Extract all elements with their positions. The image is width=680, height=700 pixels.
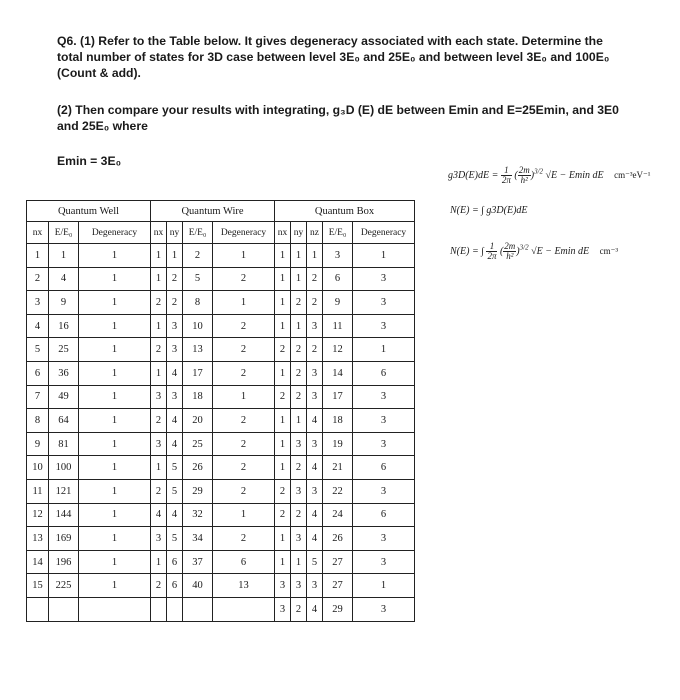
header-cell: E/E₀ — [183, 222, 213, 244]
table-cell: 4 — [151, 503, 167, 527]
table-cell: 3 — [323, 244, 353, 268]
table-cell: 2 — [213, 409, 275, 433]
table-cell: 6 — [323, 267, 353, 291]
table-cell: 81 — [49, 432, 79, 456]
table-cell: 29 — [323, 597, 353, 621]
exponent: 3/2 — [519, 243, 529, 252]
table-cell: 27 — [323, 550, 353, 574]
table-cell: 1 — [275, 314, 291, 338]
table-cell: 2 — [213, 314, 275, 338]
table-cell: 3 — [353, 314, 415, 338]
table-row — [27, 527, 415, 551]
table-cell: 7 — [27, 385, 49, 409]
table-cell: 1 — [79, 479, 151, 503]
table-cell: 1 — [353, 338, 415, 362]
table-cell: 3 — [307, 574, 323, 598]
header-cell: Degeneracy — [79, 222, 151, 244]
formula-unit: cm⁻³eV⁻¹ — [614, 169, 651, 180]
header-cell: Degeneracy — [353, 222, 415, 244]
table-cell: 9 — [323, 291, 353, 315]
table-cell: 5 — [167, 456, 183, 480]
table-cell: 2 — [213, 361, 275, 385]
table-cell: 2 — [151, 291, 167, 315]
table-cell: 5 — [167, 479, 183, 503]
table-cell: 25 — [49, 338, 79, 362]
header-cell: nx — [151, 222, 167, 244]
table-cell: 11 — [323, 314, 353, 338]
fraction-2m — [518, 166, 531, 185]
table-cell: 49 — [49, 385, 79, 409]
table-cell: 4 — [49, 267, 79, 291]
table-cell: 3 — [353, 385, 415, 409]
table-cell: 1 — [151, 244, 167, 268]
table-cell: 2 — [307, 267, 323, 291]
table-cell: 1 — [151, 550, 167, 574]
table-cell: 2 — [151, 479, 167, 503]
table-cell: 2 — [291, 385, 307, 409]
table-cell: 3 — [151, 432, 167, 456]
table-cell: 17 — [323, 385, 353, 409]
table-cell: 3 — [291, 479, 307, 503]
table-cell: 3 — [353, 409, 415, 433]
table-cell: 3 — [353, 479, 415, 503]
table-cell: 2 — [291, 456, 307, 480]
table-cell: 3 — [167, 385, 183, 409]
table-cell: 1 — [213, 385, 275, 409]
table-cell: 196 — [49, 550, 79, 574]
table-cell: 2 — [213, 432, 275, 456]
fraction — [501, 166, 512, 185]
table-cell: 6 — [353, 361, 415, 385]
table-cell: 1 — [79, 527, 151, 551]
table-cell: 1 — [275, 361, 291, 385]
table-body — [27, 201, 415, 622]
table-row — [27, 291, 415, 315]
table-cell: 3 — [275, 597, 291, 621]
table-cell: 21 — [323, 456, 353, 480]
exponent: 3/2 — [534, 167, 544, 176]
table-cell: 1 — [79, 267, 151, 291]
header-cell: E/E₀ — [323, 222, 353, 244]
table-cell: 3 — [353, 550, 415, 574]
table-cell: 1 — [79, 314, 151, 338]
table-cell: 2 — [27, 267, 49, 291]
table-cell: 2 — [167, 267, 183, 291]
table-cell: 2 — [307, 291, 323, 315]
fraction-numerator: 1 — [486, 242, 497, 252]
formula-lhs: N(E) = ∫ — [450, 245, 484, 257]
table-cell: 27 — [323, 574, 353, 598]
table-cell: 144 — [49, 503, 79, 527]
group-header-row — [27, 201, 415, 222]
table-cell: 3 — [353, 291, 415, 315]
table-cell: 2 — [151, 409, 167, 433]
table-cell: 6 — [27, 361, 49, 385]
table-cell: 3 — [291, 432, 307, 456]
table-cell: 1 — [167, 244, 183, 268]
table-cell: 5 — [183, 267, 213, 291]
table-cell: 1 — [79, 385, 151, 409]
table-cell: 3 — [353, 432, 415, 456]
table-cell: 1 — [275, 291, 291, 315]
header-cell: ny — [291, 222, 307, 244]
table-cell: 17 — [183, 361, 213, 385]
table-cell: 2 — [291, 503, 307, 527]
table-cell: 1 — [79, 432, 151, 456]
table-cell: 3 — [291, 527, 307, 551]
table-cell: 3 — [353, 267, 415, 291]
table-cell: 3 — [167, 314, 183, 338]
table-cell: 3 — [291, 574, 307, 598]
table-cell: 2 — [151, 338, 167, 362]
table-cell: 3 — [307, 479, 323, 503]
table-cell: 1 — [275, 432, 291, 456]
table-cell: 1 — [27, 244, 49, 268]
table-cell: 1 — [151, 314, 167, 338]
group-quantum-well: Quantum Well — [27, 201, 151, 222]
table-cell — [167, 597, 183, 621]
table-cell — [49, 597, 79, 621]
table-row — [27, 267, 415, 291]
table-cell: 1 — [79, 361, 151, 385]
density-of-states-formula: g3D(E)dE = $\frac{1}{2\pi}$ ( $\frac{2m}{\text{h²}}$ )$^{3/2}$ √E − Emin dE cm⁻³eV⁻¹ — [448, 165, 651, 185]
formula-rest: √E − Emin dE — [531, 245, 590, 257]
header-cell: Degeneracy — [213, 222, 275, 244]
group-quantum-box: Quantum Box — [275, 201, 415, 222]
header-cell: nx — [27, 222, 49, 244]
table-cell: 6 — [353, 503, 415, 527]
table-cell: 1 — [291, 244, 307, 268]
table-cell: 3 — [307, 385, 323, 409]
table-cell: 40 — [183, 574, 213, 598]
table-cell: 2 — [291, 291, 307, 315]
table-cell: 1 — [79, 244, 151, 268]
table-cell: 6 — [167, 550, 183, 574]
header-cell: E/E₀ — [49, 222, 79, 244]
fraction-denominator: 2π — [501, 175, 511, 185]
table-cell: 1 — [213, 244, 275, 268]
table-cell: 2 — [291, 597, 307, 621]
table-cell: 1 — [79, 338, 151, 362]
table-row — [27, 338, 415, 362]
table-cell: 16 — [49, 314, 79, 338]
degeneracy-table — [26, 200, 415, 622]
formula-rest: √E − Emin dE — [545, 169, 604, 181]
table-cell: 100 — [49, 456, 79, 480]
table-row — [27, 574, 415, 598]
table-cell: 3 — [307, 361, 323, 385]
table-cell: 13 — [213, 574, 275, 598]
number-of-states-formula: N(E) = ∫ g3D(E)dE — [450, 205, 528, 216]
table-cell: 2 — [213, 479, 275, 503]
table-cell: 1 — [353, 574, 415, 598]
table-cell: 14 — [323, 361, 353, 385]
header-cell: nx — [275, 222, 291, 244]
table-cell: 2 — [213, 456, 275, 480]
table-cell: 10 — [183, 314, 213, 338]
fraction-numerator: 1 — [501, 166, 512, 176]
emin-definition: Emin = 3E₀ — [57, 154, 122, 168]
fraction-denominator: h² — [506, 251, 514, 261]
table-cell: 20 — [183, 409, 213, 433]
table-cell: 1 — [275, 409, 291, 433]
table-cell: 1 — [275, 456, 291, 480]
table-cell — [213, 597, 275, 621]
table-cell: 9 — [27, 432, 49, 456]
table-cell: 5 — [307, 550, 323, 574]
table-cell: 12 — [27, 503, 49, 527]
table-row — [27, 456, 415, 480]
table-cell: 1 — [291, 267, 307, 291]
table-cell: 1 — [79, 550, 151, 574]
table-cell: 22 — [323, 479, 353, 503]
table-cell: 26 — [183, 456, 213, 480]
table-cell: 6 — [353, 456, 415, 480]
table-cell: 19 — [323, 432, 353, 456]
table-cell: 3 — [167, 338, 183, 362]
table-cell: 2 — [183, 244, 213, 268]
table-row — [27, 503, 415, 527]
formula-lhs: g3D(E)dE = — [448, 169, 499, 181]
table-cell: 36 — [49, 361, 79, 385]
table-cell: 4 — [27, 314, 49, 338]
table-cell: 13 — [27, 527, 49, 551]
table-cell: 13 — [183, 338, 213, 362]
table-cell: 14 — [27, 550, 49, 574]
table-cell: 3 — [27, 291, 49, 315]
table-cell: 2 — [291, 338, 307, 362]
table-cell: 2 — [275, 338, 291, 362]
fraction — [486, 242, 497, 261]
table-cell: 1 — [79, 574, 151, 598]
table-cell: 6 — [213, 550, 275, 574]
table-row — [27, 597, 415, 621]
table-cell: 1 — [151, 361, 167, 385]
table-cell: 18 — [323, 409, 353, 433]
table-cell: 6 — [167, 574, 183, 598]
table-cell: 1 — [275, 267, 291, 291]
table-cell: 2 — [307, 338, 323, 362]
formula-unit: cm⁻³ — [599, 245, 619, 256]
table-cell: 1 — [213, 291, 275, 315]
fraction-denominator: h² — [520, 175, 528, 185]
question-part-2: (2) Then compare your results with integrating, g₃D (E) dE between Emin and E=25Emin, and 3E0 and 25E₀ where — [57, 103, 619, 133]
table-row — [27, 550, 415, 574]
table-cell: 1 — [291, 409, 307, 433]
table-cell: 8 — [183, 291, 213, 315]
table-cell: 32 — [183, 503, 213, 527]
table-row — [27, 361, 415, 385]
table-cell: 4 — [167, 361, 183, 385]
table-cell — [79, 597, 151, 621]
table-cell: 4 — [307, 527, 323, 551]
fraction-denominator: 2π — [487, 251, 497, 261]
column-header-row — [27, 222, 415, 244]
table-cell: 4 — [307, 456, 323, 480]
table-cell: 121 — [49, 479, 79, 503]
table-cell: 1 — [307, 244, 323, 268]
table-cell: 2 — [275, 503, 291, 527]
table-cell: 1 — [275, 550, 291, 574]
table-cell — [27, 597, 49, 621]
table-cell: 25 — [183, 432, 213, 456]
table-cell: 11 — [27, 479, 49, 503]
table-cell: 169 — [49, 527, 79, 551]
table-cell: 4 — [167, 432, 183, 456]
table-row — [27, 314, 415, 338]
number-of-states-expanded-formula: N(E) = ∫ $\frac{1}{2\pi}$ ( $\frac{2m}{\text{h²}}$ )$^{3/2}$ √E − Emin dE cm⁻³ — [450, 241, 619, 261]
header-cell: ny — [167, 222, 183, 244]
table-cell: 1 — [79, 409, 151, 433]
table-row — [27, 385, 415, 409]
table-row — [27, 409, 415, 433]
table-cell: 2 — [167, 291, 183, 315]
table-cell: 3 — [353, 597, 415, 621]
table-cell: 2 — [275, 385, 291, 409]
fraction-2m — [503, 242, 516, 261]
table-cell — [183, 597, 213, 621]
table-cell: 5 — [27, 338, 49, 362]
table-cell: 1 — [79, 291, 151, 315]
table-cell: 37 — [183, 550, 213, 574]
table-row — [27, 244, 415, 268]
table-cell: 3 — [307, 314, 323, 338]
table-cell: 4 — [167, 409, 183, 433]
table-cell: 2 — [213, 267, 275, 291]
table-cell: 1 — [151, 267, 167, 291]
table-cell: 4 — [307, 597, 323, 621]
table-cell: 1 — [291, 314, 307, 338]
table-cell: 1 — [275, 527, 291, 551]
fraction-numerator: 2m — [518, 165, 530, 175]
table-cell: 8 — [27, 409, 49, 433]
table-cell: 4 — [167, 503, 183, 527]
table-cell: 3 — [307, 432, 323, 456]
table-cell: 3 — [151, 527, 167, 551]
table-cell: 5 — [167, 527, 183, 551]
table-cell: 2 — [213, 338, 275, 362]
table-cell: 1 — [49, 244, 79, 268]
table-cell: 24 — [323, 503, 353, 527]
table-cell: 225 — [49, 574, 79, 598]
table-cell: 1 — [79, 456, 151, 480]
table-cell: 1 — [291, 550, 307, 574]
table-cell: 1 — [275, 244, 291, 268]
table-cell: 3 — [353, 527, 415, 551]
table-cell: 34 — [183, 527, 213, 551]
fraction-numerator: 2m — [504, 241, 516, 251]
question-part-1: Q6. (1) Refer to the Table below. It gives degeneracy associated with each state. Determine the total number of states for 3D case between level 3E₀ and 25E₀ and between level 3E₀ and 100E₀ (Count & add). — [57, 34, 610, 80]
table-cell: 64 — [49, 409, 79, 433]
table-cell: 9 — [49, 291, 79, 315]
table-cell: 12 — [323, 338, 353, 362]
table-cell: 2 — [275, 479, 291, 503]
table-cell: 1 — [213, 503, 275, 527]
table-cell: 3 — [151, 385, 167, 409]
header-cell: nz — [307, 222, 323, 244]
table-cell — [151, 597, 167, 621]
table-cell: 3 — [275, 574, 291, 598]
table-cell: 2 — [213, 527, 275, 551]
group-quantum-wire: Quantum Wire — [151, 201, 275, 222]
table-cell: 1 — [79, 503, 151, 527]
table-cell: 15 — [27, 574, 49, 598]
table-cell: 18 — [183, 385, 213, 409]
table-cell: 4 — [307, 409, 323, 433]
table-cell: 2 — [151, 574, 167, 598]
table-row — [27, 432, 415, 456]
table-cell: 26 — [323, 527, 353, 551]
table-cell: 2 — [291, 361, 307, 385]
table-row — [27, 479, 415, 503]
table-cell: 1 — [353, 244, 415, 268]
table-cell: 4 — [307, 503, 323, 527]
table-cell: 10 — [27, 456, 49, 480]
table-cell: 1 — [151, 456, 167, 480]
table-cell: 29 — [183, 479, 213, 503]
